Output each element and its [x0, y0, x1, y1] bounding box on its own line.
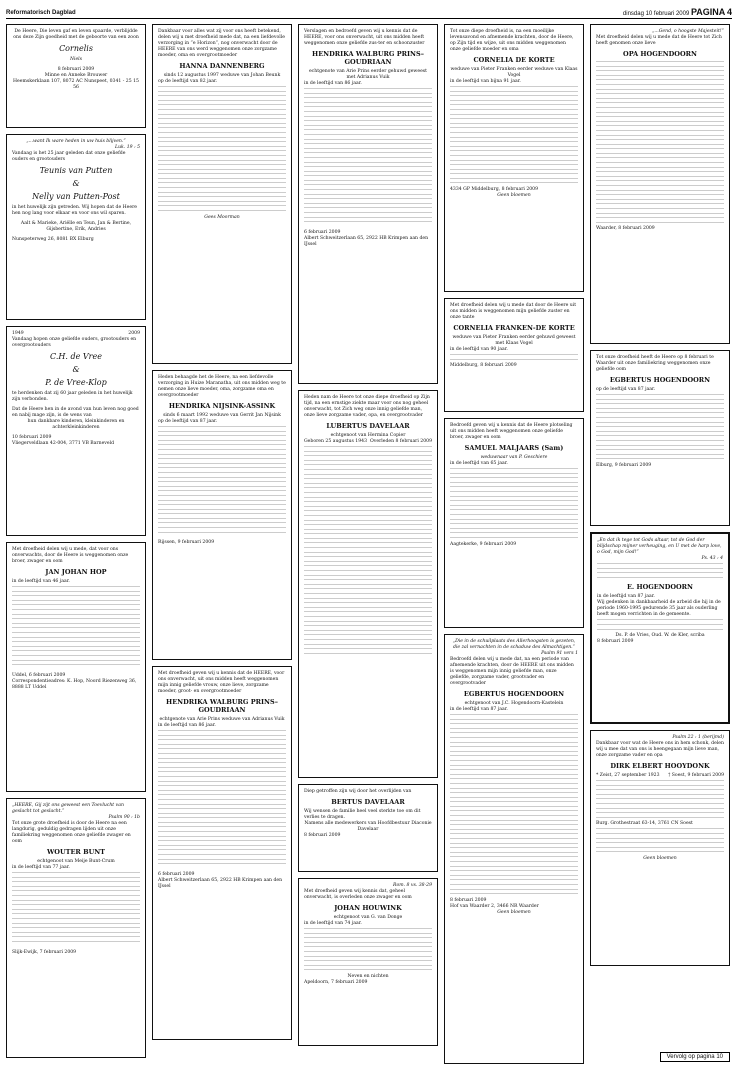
death-notice-maljaars: Bedroefd geven wij u kennis dat de Heere plotseling uit ons midden heeft weggenomen onze geliefde broer, zwager en oom SAMUEL MALJAARS (Sam) weduwnaar van P. Geschiere in de leeftijd van 65 jaar. Aagtekerke, 9 februari 2009	[444, 418, 584, 628]
column-2	[152, 24, 292, 1046]
death-notice-egbertus-oom: Tot onze droefheid heeft de Heere op 8 februari te Waarder uit onze familiekring weggenomen onze geliefde oom EGBERTUS HOGENDOORN op de leeftijd van 87 jaar. Elburg, 9 februari 2009	[590, 350, 730, 526]
death-notice-prins-2: Verslagen en bedroefd geven wij u kennis dat de HEERE, voor ons onverwacht, uit ons midden heeft weggenomen onze geliefde zus-ter en schoonzuster HENDRIKA WALBURG PRINS–GOUDRIAAN echtgenote van Arie Prins eerder gehuwd geweest met Adrianus Vuik in de leeftijd van 86 jaar. 6 februari 2009 Albert Schweitzerlaan 65, 2922 HB Krimpen aan den IJssel	[298, 24, 438, 384]
wedding-notice: „...want Ik ware heden in uw huis blijven.” Luk. 19 : 5 Vandaag is het 25 jaar geleden dat onze geliefde ouders en grootouders Teunis van Putten & Nelly van Putten-Post in het huwelijk zijn getreden. Wij hopen dat de Heere hen nog lang voor elkaar en voor ons wil sparen. Aalt & Marieke, Ariëlle en Teun, Jan & Bertine, Gijsbertine, Erik, Andries Nunspeterweg 26, 8081 BX Elburg	[6, 134, 146, 320]
death-notice-davelaar: Heden nam de Heere tot onze diepe droefheid op Zijn tijd, na een ernstige ziekte maar voor ons nog geheel onverwacht, tot Zich weg onze innig geliefde man, onze lieve zorgzame vader, opa, en overgrootvader LUBERTUS DAVELAAR echtgenoot van Hermina Copier Geboren 25 augustus 1943 Overleden 8 februari 2009	[298, 390, 438, 778]
page-info: dinsdag 10 februari 2009 PAGINA 4	[622, 7, 732, 17]
paper-name: Reformatorisch Dagblad	[6, 10, 76, 16]
death-notice-hop: Met droefheid delen wij u mede, dat voor ons onverwachts, door de Heere is weggenomen onze broer, zwager en oom JAN JOHAN HOP in de leeftijd van 46 jaar. Uddel, 6 februari 2009 Correspondentieadres: K. Hop, Noord Riezenweg 36, 8888 LT Uddel	[6, 542, 146, 792]
notice-name: Cornelis	[59, 44, 93, 53]
column-1	[6, 24, 146, 1064]
death-notice-nijsink: Heden behaagde het de Heere, na een liefdevolle verzorging in Huize Maranatha, uit ons midden weg te nemen onze lieve moeder, oma, zorgzame oma en overgrootmoeder HENDRIKA NIJSINK-ASSINK sinds 6 maart 1992 weduwe van Gerrit Jan Nijsink op de leeftijd van 87 jaar. Rijssen, 9 februari 2009	[152, 370, 292, 660]
column-3	[298, 24, 438, 1052]
anniversary-notice: 1949 2009 Vandaag hopen onze geliefde ouders, grootouders en overgrootouders C.H. de Vree & P. de Vree-Klop te herdenken dat zij 60 jaar geleden in het huwelijk zijn verbonden. Dat de Heere hen in de avond van hun leven nog goed en nabij mage zijn, is de wens van hun dankbare kinderen, kleinkinderen en achterkleinkinderen 10 februari 2009 Vliegerveldlaan 42-004, 3771 VB Barneveld	[6, 326, 146, 536]
death-notice-franken: Met droefheid delen wij u mede dat door de Heere uit ons midden is weggenomen mijn geliefde zuster en onze tante CORNELIA FRANKEN-DE KORTE weduwe van Pieter Franken eerder gehuwd geweest met Klaas Vogel in de leeftijd van 90 jaar. Middelburg, 8 februari 2009	[444, 298, 584, 412]
column-5	[590, 24, 730, 972]
death-notice-opa-hogendoorn: „...Gend, o hoogste Majesteit!” Met droefheid delen wij u mede dat de Heere tot Zich heeft genomen onze lieve OPA HOGENDOORN Waarder, 8 februari 2009	[590, 24, 730, 344]
thanks-notice-davelaar: Diep getroffen zijn wij door het overlijden van BERTUS DAVELAAR Wij wensen de familie heel veel sterkte toe om dit verlies te dragen. Namens alle medewerkers van Hoofdbestuur Diaconie Davelaar 8 februari 2009	[298, 784, 438, 872]
death-notice-dannenberg: Dankbaar voor alles wat zij voor ons heeft betekend, delen wij u met droefheid mede dat, na een liefdevolle verzorging in ”e Horizon”, nog onverwacht door de HEERE van ons werd weggenomen onze zorgzame moeder, oma en overgrootmoeder HANNA DANNENBERG sinds 12 augustus 1997 weduwe van Johan Beunk op de leeftijd van 82 jaar. Gees Moorman	[152, 24, 292, 364]
death-notice-hooydonk: Psalm 22 : 1 (berijmd) Dankbaar voor wat de Heere ons in hem schonk, delen wij u mee dat van ons is heengegaan mijn lieve man, onze zorgzame vader en opa DIRK ELBERT HOOYDONK * Zeist, 27 september 1923 † Soest, 9 februari 2009 Burg. Grothestraat 63-14, 3761 CN Soest Geen bloemen	[590, 730, 730, 966]
continue-link[interactable]: Vervolg op pagina 10	[660, 1052, 730, 1062]
death-notice-de-korte: Tot onze diepe droefheid is, na een moeilijke levensavond en afnemende krachten, door de Heere, op Zijn tijd en wijze, uit ons midden weggenomen onze geliefde moeder en oma CORNELIA DE KORTE weduwe van Pieter Franken eerder weduwe van Klaas Vogel in de leeftijd van bijna 91 jaar. 4334 GP Middelburg, 8 februari 2009 Geen bloemen	[444, 24, 584, 292]
birth-notice: De Heere, Die leven gaf en leven spaarde, verblijdde ons deze Zijn goedheid met de geboorte van een zoon Cornelis Niels 8 februari 2009 Minne en Anneke Brouwer Heemskerklaan 107, 8072 AC Nunspeet, 0341 - 25 15 56	[6, 24, 146, 128]
death-notice-bunt: „HEERE, Gij zijt ons geweest een Toevlucht van geslacht tot geslacht.” Psalm 90 : 1b Tot onze grote droefheid is door de Heere na een langdurig, geduldig gedragen lijden uit onze familiekring weggenomen onze geliefde zwager en oom WOUTER BUNT echtgenoot van Meije Bunt-Crum in de leeftijd van 77 jaar. Slijk-Ewijk, 7 februari 2009	[6, 798, 146, 1058]
death-notice-hogendoorn: „Die in de schuilplaats des Allerhoogsten is gezeten, die zal vernachten in de schaduw des Almachtigen.” Psalm 91 vers 1 Bedroefd delen wij u mede dat, na een periode van afnemende krachten, door de HEERE uit ons midden is weggenomen mijn innig geliefde man, onze geliefde, zorgzame vader, grootvader en overgrootvader EGBERTUS HOGENDOORN echtgenoot van J.C. Hogendoorn-Kastelein in de leeftijd van 87 jaar. 8 februari 2009 Hof van Waarder 2, 3466 NR Waarder Geen bloemen	[444, 634, 584, 1064]
death-notice-houwink: Rom. 8 vs. 38-29 Met droefheid geven wij kennis dat, geheel onverwacht, is overleden onze zwager en oom JOHAN HOUWINK echtgenoot van G. van Donge in de leeftijd van 74 jaar. Neven en nichten Apeldoorn, 7 februari 2009	[298, 878, 438, 1046]
death-notice-church: „En dat ik tege tot Gods altaar, tot de God der blijdschap mijner verheuging, en U met de harp love, o God, mijn God!” Ps. 43 : 4 E. HOGENDOORN in de leeftijd van 87 jaar. Wij gedenken in dankbaarheid de arbeid die hij in de periode 1960-1995 gedurende 35 jaar als ouderling heeft mogen verrichten in de gemeente. Ds. P. de Vries, Oud. W. de Kler, scriba 8 februari 2009	[590, 532, 730, 724]
column-4	[444, 24, 584, 1070]
page-header	[6, 4, 732, 19]
death-notice-prins-1: Met droefheid geven wij u kennis dat de HEERE, voor ons onverwacht, uit ons midden heeft weggenomen mijn innig geliefde vrouw, onze lieve, zorgzame moeder, groot- en overgrootmoeder HENDRIKA WALBURG PRINS–GOUDRIAAN echtgenote van Arie Prins weduwe van Adrianus Vuik in de leeftijd van 86 jaar. 6 februari 2009 Albert Schweitzerlaan 65, 2922 HB Krimpen aan den IJssel	[152, 666, 292, 1040]
